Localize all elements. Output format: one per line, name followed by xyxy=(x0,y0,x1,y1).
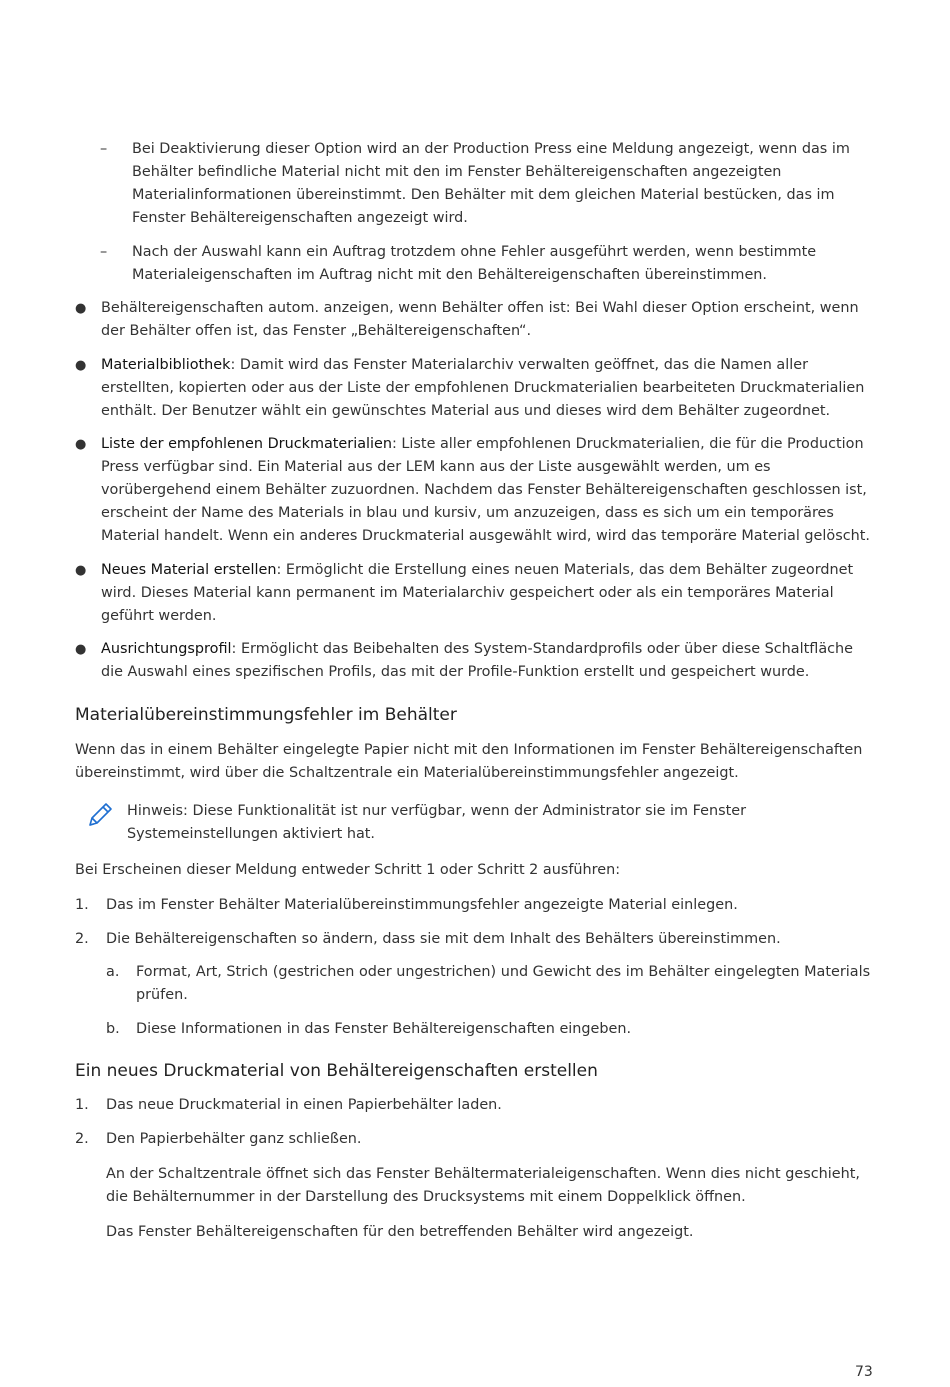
bullet-text: Materialbibliothek: Damit wird das Fenster Materialarchiv verwalten geöffnet, das die Namen aller erstellten, kopierten oder aus der Liste der empfohlenen Druckmaterialien bearbeiteten Druckmaterialien enthält. Der Benutzer wählt ein gewünschtes Material aus und dieses wird dem Behälter zugeordnet. xyxy=(101,357,865,419)
substep-item-b xyxy=(106,1018,876,1041)
bullet-item-2 xyxy=(75,354,875,423)
substep-letter: a. xyxy=(106,964,120,980)
dash-item-text: Nach der Auswahl kann ein Auftrag trotzdem ohne Fehler ausgeführt werden, wenn bestimmte Materialeigenschaften im Auftrag nicht mit den Behältereigenschaften übereinstimmen. xyxy=(132,244,817,283)
bullet-marker: ● xyxy=(75,358,87,373)
section-heading-mismatch: Materialübereinstimmungsfehler im Behälter xyxy=(75,705,457,725)
bullet-marker: ● xyxy=(75,437,87,452)
bullet-text: Ausrichtungsprofil: Ermöglicht das Beibehalten des System-Standardprofils oder über diese Schaltfläche die Auswahl eines spezifischen Profils, das mit der Profile-Funktion erstellt und gespeichert wurde. xyxy=(101,641,854,680)
step-item-2 xyxy=(75,928,875,951)
substep-text: Format, Art, Strich (gestrichen oder ungestrichen) und Gewicht des im Behälter eingelegten Materials prüfen. xyxy=(136,964,871,1003)
step-number: 1. xyxy=(75,1097,89,1113)
step-text: Das im Fenster Behälter Materialübereinstimmungsfehler angezeigte Material einlegen. xyxy=(106,897,738,913)
note-box xyxy=(86,800,766,846)
bullet-term: Materialbibliothek xyxy=(101,357,231,373)
step-text: Das neue Druckmaterial in einen Papierbehälter laden. xyxy=(106,1097,502,1113)
bullet-text: Behältereigenschaften autom. anzeigen, wenn Behälter offen ist: Bei Wahl dieser Option erscheint, wenn der Behälter offen ist, das Fenster „Behältereigenschaften“. xyxy=(101,300,859,339)
page-number: 73 xyxy=(855,1364,873,1380)
substep-letter: b. xyxy=(106,1021,120,1037)
bullet-term: Neues Material erstellen xyxy=(101,562,277,578)
section-intro: Wenn das in einem Behälter eingelegte Papier nicht mit den Informationen im Fenster Behältereigenschaften übereinstimmt, wird über die Schaltzentrale ein Materialübereinstimmungsfehler angezeigt. xyxy=(75,742,863,781)
step-text: Den Papierbehälter ganz schließen. xyxy=(106,1131,362,1147)
bullet-text: Neues Material erstellen: Ermöglicht die Erstellung eines neuen Materials, das dem Behälter zugeordnet wird. Dieses Material kann permanent im Materialarchiv gespeichert oder als ein temporäres Material geführt werden. xyxy=(101,562,854,624)
bullet-item-4 xyxy=(75,559,875,628)
bullet-item-5 xyxy=(75,638,875,684)
step-number: 2. xyxy=(75,1131,89,1147)
bullet-term: Ausrichtungsprofil xyxy=(101,641,232,657)
step-result-paragraph: Das Fenster Behältereigenschaften für den betreffenden Behälter wird angezeigt. xyxy=(106,1224,694,1240)
note-text: Hinweis: Diese Funktionalität ist nur verfügbar, wenn der Administrator sie im Fenster Systemeinstellungen aktiviert hat. xyxy=(127,803,747,842)
step-number: 2. xyxy=(75,931,89,947)
dash-item-text: Bei Deaktivierung dieser Option wird an der Production Press eine Meldung angezeigt, wenn das im Behälter befindliche Material nicht mit den im Fenster Behältereigenschaften angezeigten Materialinformationen übereinstimmt. Den Behälter mit dem gleichen Material bestücken, das im Fenster Behältereigenschaften angezeigt wird. xyxy=(132,141,850,226)
bullet-marker: ● xyxy=(75,642,87,657)
bullet-item-1 xyxy=(75,297,875,343)
substep-text: Diese Informationen in das Fenster Behältereigenschaften eingeben. xyxy=(136,1021,632,1037)
dash-item-2 xyxy=(100,241,880,287)
step-text: Die Behältereigenschaften so ändern, dass sie mit dem Inhalt des Behälters übereinstimmen. xyxy=(106,931,781,947)
bullet-item-3 xyxy=(75,433,875,548)
steps-lead: Bei Erscheinen dieser Meldung entweder Schritt 1 oder Schritt 2 ausführen: xyxy=(75,862,621,878)
step-number: 1. xyxy=(75,897,89,913)
bullet-text: Liste der empfohlenen Druckmaterialien: Liste aller empfohlenen Druckmaterialien, die für die Production Press verfügbar sind. Ein Material aus der LEM kann aus der Liste ausgewählt werden, um es vorübergehend einem Behälter zuzuordnen. Nachdem das Fenster Behältereigenschaften geschlossen ist, erscheint der Name des Materials in blau und kursiv, um anzuzeigen, dass es sich um ein temporäres Material handelt. Wenn ein anderes Druckmaterial ausgewählt wird, wird das temporäre Material gelöscht. xyxy=(101,436,870,544)
dash-marker: – xyxy=(100,244,108,260)
dash-marker: – xyxy=(100,141,108,157)
step-detail-paragraph: An der Schaltzentrale öffnet sich das Fenster Behältermaterialeigenschaften. Wenn dies nicht geschieht, die Behälternummer in der Darstellung des Drucksystems mit einem Doppelklick öffnen. xyxy=(106,1166,860,1205)
section-heading-new-material: Ein neues Druckmaterial von Behältereigenschaften erstellen xyxy=(75,1061,598,1081)
bullet-marker: ● xyxy=(75,563,87,578)
step-item-1 xyxy=(75,1094,875,1117)
dash-item-1 xyxy=(100,138,880,230)
substep-item-a xyxy=(106,961,876,1007)
bullet-marker: ● xyxy=(75,301,87,316)
pencil-note-icon xyxy=(86,800,114,828)
step-item-1 xyxy=(75,894,875,917)
bullet-term: Liste der empfohlenen Druckmaterialien xyxy=(101,436,392,452)
step-item-2 xyxy=(75,1128,875,1151)
